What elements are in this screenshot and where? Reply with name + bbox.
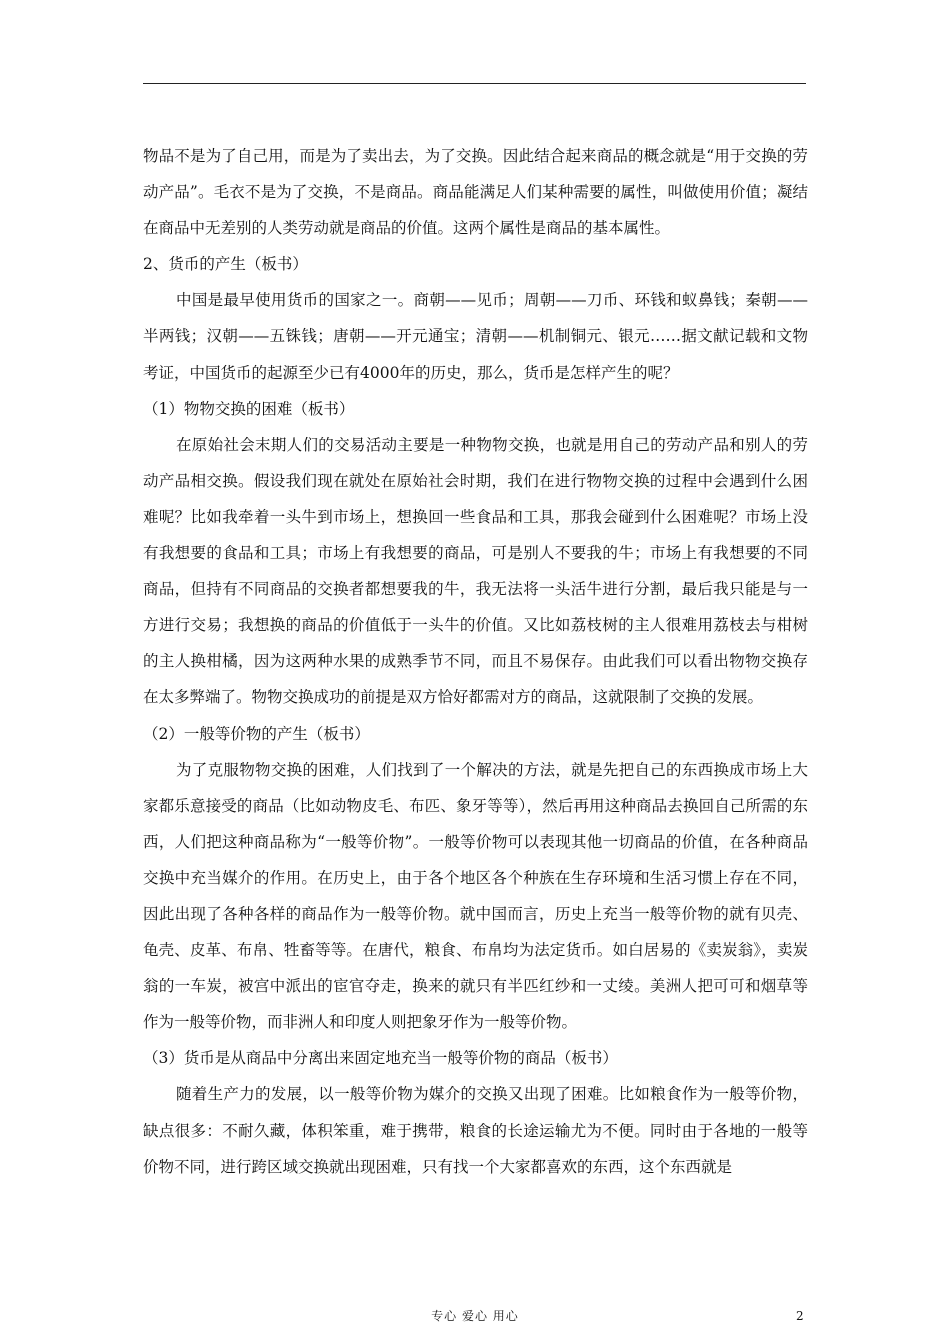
heading-barter-difficulty: （1）物物交换的困难（板书）	[143, 399, 355, 418]
header-rule	[143, 83, 806, 84]
page-number: 2	[796, 1309, 804, 1323]
heading-general-equivalent: （2）一般等价物的产生（板书）	[143, 724, 370, 743]
paragraph-commodity-definition: 物品不是为了自己用，而是为了卖出去，为了交换。因此结合起来商品的概念就是“用于交换的劳动产品”。毛衣不是为了交换，不是商品。商品能满足人们某种需要的属性，叫做使用价值；凝结在商品中无差别的人类劳动就是商品的价值。这两个属性是商品的基本属性。	[143, 147, 808, 238]
paragraph-money-definition: 随着生产力的发展，以一般等价物为媒介的交换又出现了困难。比如粮食作为一般等价物，缺点很多：不耐久藏，体积笨重，难于携带，粮食的长途运输尤为不便。同时由于各地的一般等价物不同，进行跨区域交换就出现困难，只有找一个大家都喜欢的东西，这个东西就是	[143, 1085, 808, 1176]
paragraph-chinese-currency-history: 中国是最早使用货币的国家之一。商朝——见币；周朝——刀币、环钱和蚁鼻钱；秦朝——半两钱；汉朝——五铢钱；唐朝——开元通宝；清朝——机制铜元、银元……据文献记载和文物考证，中国货币的起源至少已有4000年的历史，那么，货币是怎样产生的呢？	[143, 291, 808, 382]
heading-origin-of-money: 2、货币的产生（板书）	[143, 255, 308, 274]
footer-motto: 专心 爱心 用心	[431, 1309, 519, 1323]
paragraph-barter-difficulty: 在原始社会末期人们的交易活动主要是一种物物交换，也就是用自己的劳动产品和别人的劳动产品相交换。假设我们现在就处在原始社会时期，我们在进行物物交换的过程中会遇到什么困难呢？比如我牵着一头牛到市场上，想换回一些食品和工具，那我会碰到什么困难呢？市场上没有我想要的食品和工具；市场上有我想要的商品，可是别人不要我的牛；市场上有我想要的不同商品，但持有不同商品的交换者都想要我的牛，我无法将一头活牛进行分割，最后我只能是与一方进行交易；我想换的商品的价值低于一头牛的价值。又比如荔枝树的主人很难用荔枝去与柑树的主人换柑橘，因为这两种水果的成熟季节不同，而且不易保存。由此我们可以看出物物交换存在太多弊端了。物物交换成功的前提是双方恰好都需对方的商品，这就限制了交换的发展。	[143, 435, 808, 707]
paragraph-general-equivalent: 为了克服物物交换的困难，人们找到了一个解决的方法，就是先把自己的东西换成市场上大家都乐意接受的商品（比如动物皮毛、布匹、象牙等等），然后再用这种商品去换回自己所需的东西，人们把这种商品称为“一般等价物”。一般等价物可以表现其他一切商品的价值，在各种商品交换中充当媒介的作用。在历史上，由于各个地区各个种族在生存环境和生活习惯上存在不同，因此出现了各种各样的商品作为一般等价物。就中国而言，历史上充当一般等价物的就有贝壳、龟壳、皮革、布帛、牲畜等等。在唐代，粮食、布帛均为法定货币。如白居易的《卖炭翁》，卖炭翁的一车炭，被宫中派出的宦官夺走，换来的就只有半匹红纱和一丈绫。美洲人把可可和烟草等作为一般等价物，而非洲人和印度人则把象牙作为一般等价物。	[143, 760, 808, 1032]
document-body	[143, 138, 808, 1185]
heading-money-definition: （3）货币是从商品中分离出来固定地充当一般等价物的商品（板书）	[143, 1049, 618, 1068]
